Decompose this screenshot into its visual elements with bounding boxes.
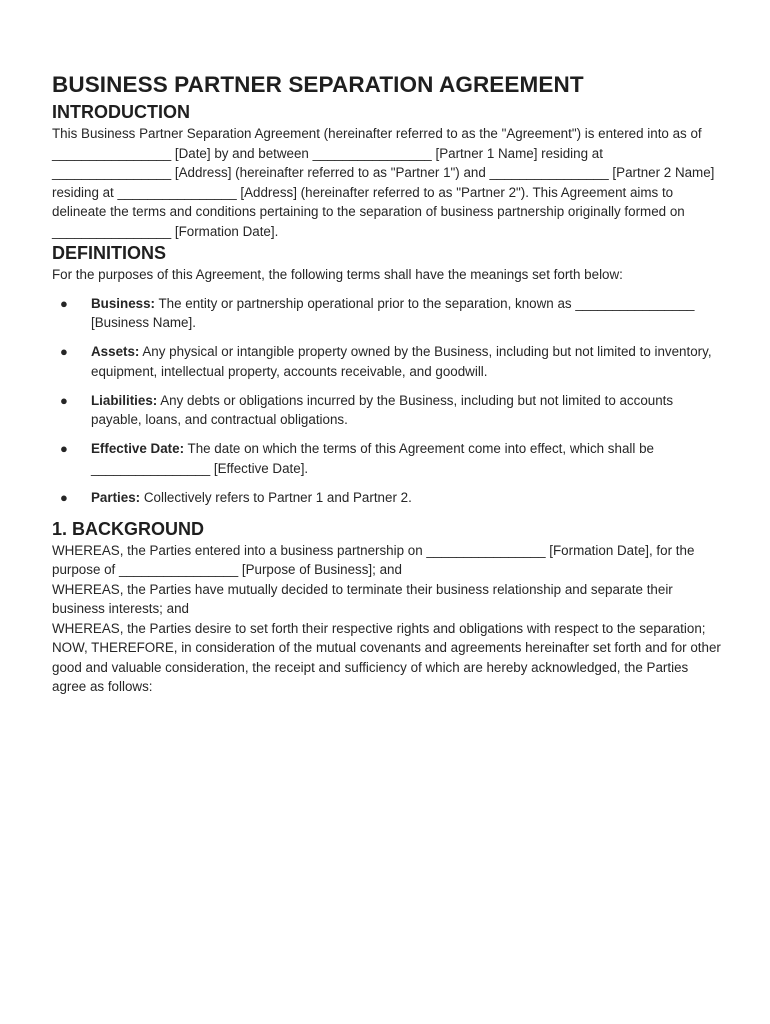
definition-text: The date on which the terms of this Agreement come into effect, which shall be ________________ [Effective Date]. (91, 441, 654, 476)
definition-text: The entity or partnership operational prior to the separation, known as ________________ [Business Name]. (91, 295, 695, 330)
document-page (52, 70, 724, 697)
definition-item-assets (52, 342, 724, 381)
definitions-list (52, 294, 724, 508)
bullet-icon: ● (60, 344, 68, 359)
definition-item-effective-date (52, 439, 724, 478)
bullet-icon: ● (60, 295, 68, 311)
background-paragraph: WHEREAS, the Parties have mutually decided to terminate their business relationship and separate their business interests; and (52, 581, 673, 616)
bullet-icon: ● (60, 441, 68, 456)
definitions-heading: DEFINITIONS (52, 243, 167, 263)
background-paragraph: WHEREAS, the Parties entered into a business partnership on ________________ [Formation Date], for the purpose of ________________ [Purpose of Business]; and (52, 542, 695, 577)
background-heading: 1. BACKGROUND (52, 518, 205, 539)
definitions-section (52, 241, 724, 507)
definitions-intro: For the purposes of this Agreement, the following terms shall have the meanings set forth below: (52, 267, 623, 282)
definition-item-business (52, 294, 724, 333)
document-title: BUSINESS PARTNER SEPARATION AGREEMENT (52, 72, 584, 97)
definition-term: Liabilities: (91, 392, 158, 408)
background-paragraph: NOW, THEREFORE, in consideration of the mutual covenants and agreements hereinafter set forth and for other good and valuable consideration, the receipt and sufficiency of which are hereby acknowledged, the Parties agree as follows: (52, 640, 721, 694)
definition-term: Assets: (91, 344, 140, 359)
definition-text: Collectively refers to Partner 1 and Partner 2. (143, 489, 412, 505)
background-section (52, 517, 724, 697)
definition-item-parties (52, 488, 724, 508)
bullet-icon: ● (60, 489, 68, 505)
introduction-section (52, 100, 724, 241)
introduction-paragraph: This Business Partner Separation Agreement (hereinafter referred to as the "Agreement") is entered into as of ________________ [Date] by and between ________________ [Partner 1 Name] residing at ________________ [Address] (hereinafter referred to as "Partner 1") and ________________ [Partner 2 Name] residing at ________________ [Address] (hereinafter referred to as "Partner 2"). This Agreement aims to delineate the terms and conditions pertaining to the separation of business partnership originally formed on ________________ [Formation Date]. (52, 126, 715, 239)
definition-term: Parties: (91, 489, 141, 505)
definition-term: Effective Date: (91, 441, 185, 456)
introduction-heading: INTRODUCTION (52, 102, 190, 122)
definition-term: Business: (91, 295, 155, 311)
bullet-icon: ● (60, 392, 68, 408)
definition-item-liabilities (52, 391, 724, 430)
background-paragraph: WHEREAS, the Parties desire to set forth their respective rights and obligations with respect to the separation; (52, 620, 706, 636)
definition-text: Any physical or intangible property owned by the Business, including but not limited to inventory, equipment, intellectual property, accounts receivable, and goodwill. (91, 344, 712, 379)
definition-text: Any debts or obligations incurred by the Business, including but not limited to accounts payable, loans, and contractual obligations. (91, 392, 674, 427)
